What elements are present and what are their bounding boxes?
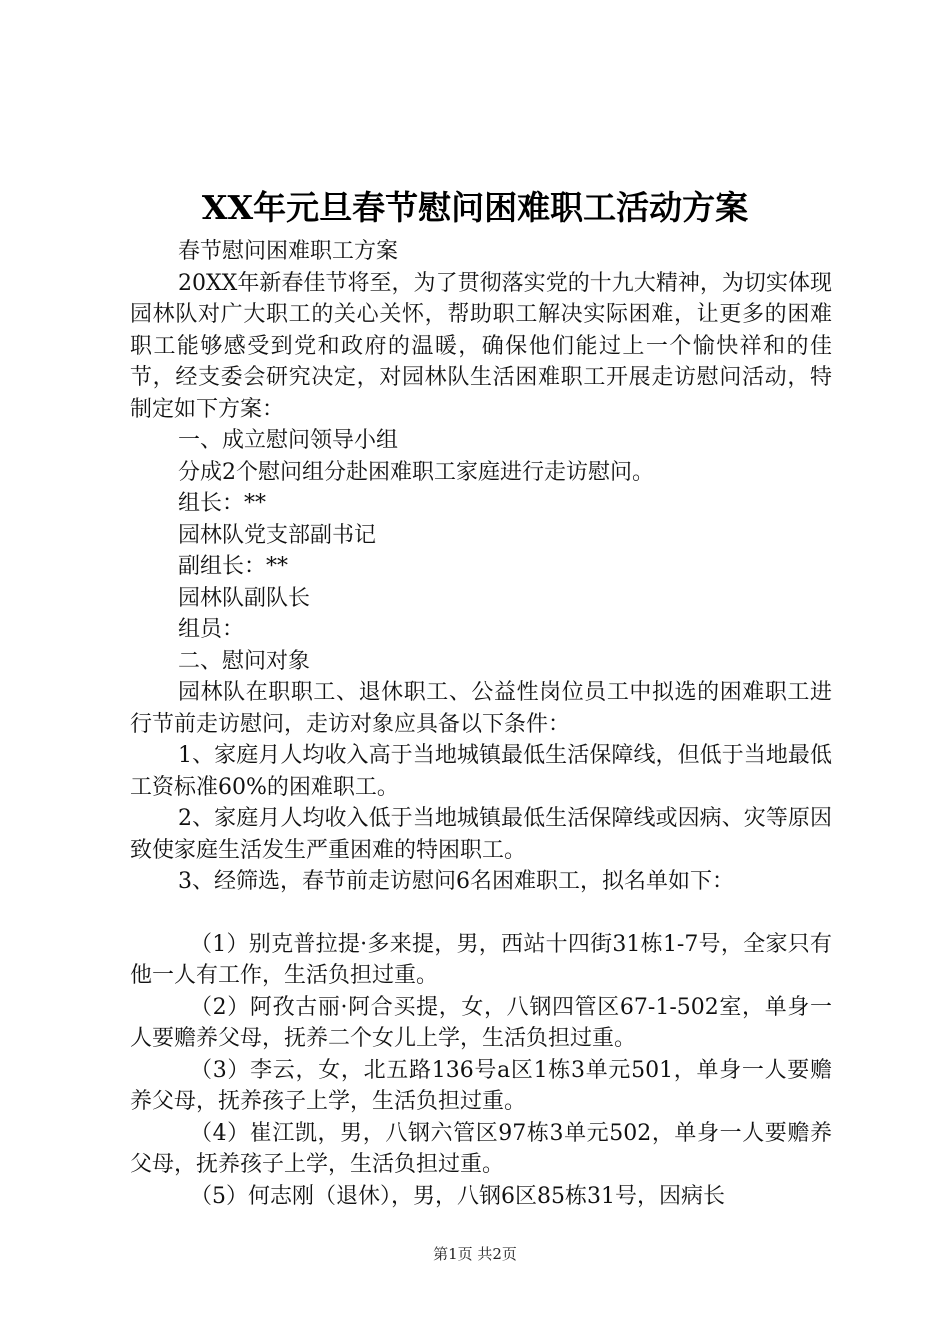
paragraph: 春节慰问困难职工方案 xyxy=(178,239,399,264)
paragraph: 组员： xyxy=(178,617,245,642)
paragraph: 园林队党支部副书记 xyxy=(178,522,377,548)
list-item: （2）阿孜古丽·阿合买提，女，八钢四管区67-1-502室，单身一人要赡养父母，抚养二个女儿上学，生活负担过重。 xyxy=(130,994,832,1051)
list-item: （4）崔江凯，男，八钢六管区97栋3单元502，单身一人要赡养父母，抚养孩子上学，生活负担过重。 xyxy=(130,1120,832,1177)
document-title: XX年元旦春节慰问困难职工活动方案 xyxy=(201,188,749,227)
paragraph: 分成2个慰问组分赴困难职工家庭进行走访慰问。 xyxy=(178,459,654,485)
list-item: （5）何志刚（退休），男，八钢6区85栋31号，因病长 xyxy=(190,1183,725,1209)
paragraph: 1、家庭月人均收入高于当地城镇最低生活保障线，但低于当地最低工资标准60%的困难职工。 xyxy=(130,743,832,800)
paragraph: 组长：** xyxy=(178,491,267,516)
section-heading: 二、慰问对象 xyxy=(178,648,311,674)
paragraph: 副组长：** xyxy=(178,554,289,579)
paragraph: 园林队副队长 xyxy=(178,585,311,611)
document-body xyxy=(130,236,832,1212)
paragraph: 3、经筛选，春节前走访慰问6名困难职工，拟名单如下： xyxy=(178,869,734,894)
paragraph: 20XX年新春佳节将至，为了贯彻落实党的十九大精神，为切实体现园林队对广大职工的关心关怀，帮助职工解决实际困难，让更多的困难职工能够感受到党和政府的温暖，确保他们能过上一个愉快祥和的佳节，经支委会研究决定，对园林队生活困难职工开展走访慰问活动，特制定如下方案： xyxy=(130,270,832,422)
paragraph-gap xyxy=(130,898,832,929)
section-heading: 一、成立慰问领导小组 xyxy=(178,428,399,453)
list-item: （3）李云，女，北五路136号a区1栋3单元501，单身一人要赡养父母，抚养孩子上学，生活负担过重。 xyxy=(130,1057,832,1114)
list-item: （1）别克普拉提·多来提，男，西站十四街31栋1-7号，全家只有他一人有工作，生活负担过重。 xyxy=(130,931,832,988)
paragraph: 园林队在职职工、退休职工、公益性岗位员工中拟选的困难职工进行节前走访慰问，走访对象应具备以下条件： xyxy=(130,680,832,737)
page-footer: 第1页 共2页 xyxy=(433,1245,517,1263)
paragraph: 2、家庭月人均收入低于当地城镇最低生活保障线或因病、灾等原因致使家庭生活发生严重困难的特困职工。 xyxy=(130,806,832,863)
